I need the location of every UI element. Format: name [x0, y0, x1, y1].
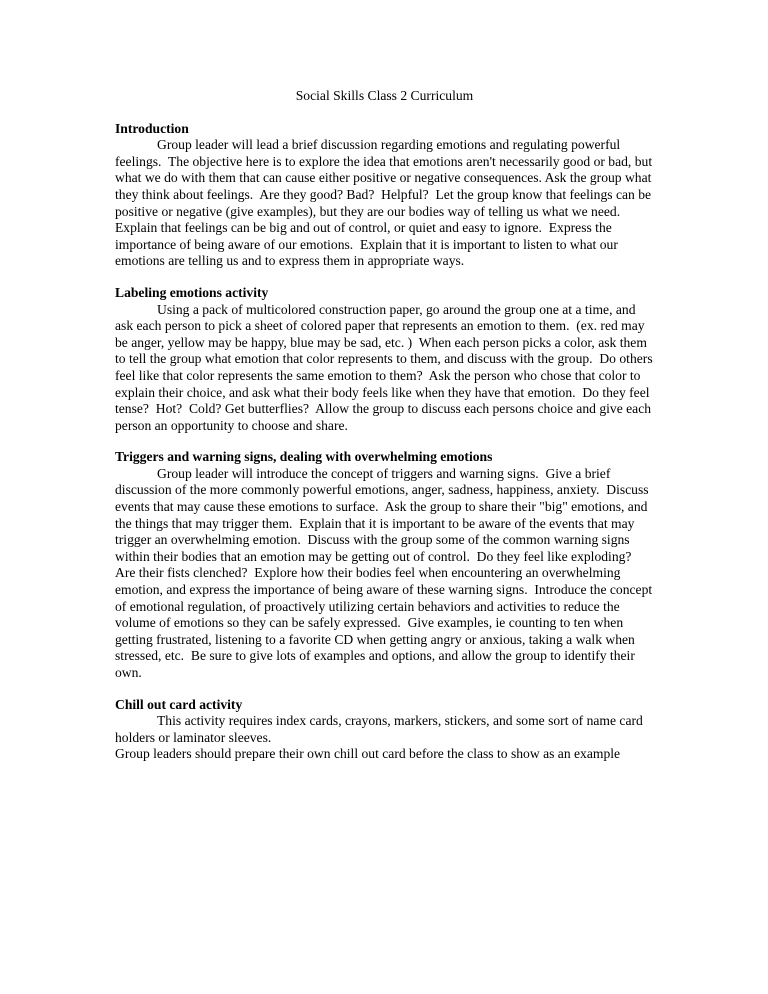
- section-chill-out-card-activity: [115, 697, 654, 763]
- section-heading-triggers-warning-signs: Triggers and warning signs, dealing with overwhelming emotions: [115, 449, 493, 465]
- paragraph-chill-out-card-leader-note: Group leaders should prepare their own chill out card before the class to show as an example: [115, 746, 621, 762]
- paragraph-introduction: Group leader will lead a brief discussion regarding emotions and regulating powerful feelings. The objective here is to explore the idea that emotions aren't necessarily good or bad, but what we do with them that can cause either positive or negative consequences. Ask the group what they think about feelings. Are they good? Bad? Helpful? Let the group know that feelings can be positive or negative (give examples), but they are our bodies way of telling us what we need. Explain that feelings can be big and out of control, or quiet and easy to ignore. Express the importance of being aware of our emotions. Explain that it is important to listen to what our emotions are telling us and to express them in appropriate ways.: [115, 137, 656, 269]
- section-triggers-warning-signs: [115, 449, 654, 681]
- section-heading-labeling-emotions: Labeling emotions activity: [115, 284, 269, 300]
- section-introduction: [115, 121, 654, 270]
- paragraph-labeling-emotions: Using a pack of multicolored construction paper, go around the group one at a time, and ask each person to pick a sheet of colored paper that represents an emotion to them. (ex. red may be anger, yellow may be happy, blue may be sad, etc. ) When each person picks a color, ask them to tell the group what emotion that color represents to them, and discuss with the group. Do others feel like that color represents the same emotion to them? Ask the person who chose that color to explain their choice, and ask what their body feels like when they have that emotion. Do they feel tense? Hot? Cold? Get butterflies? Allow the group to discuss each persons choice and give each person an opportunity to choose and share.: [115, 301, 657, 433]
- paragraph-chill-out-card-materials: This activity requires index cards, crayons, markers, stickers, and some sort of name card holders or laminator sleeves.: [115, 713, 647, 745]
- document-title: Social Skills Class 2 Curriculum: [295, 88, 474, 103]
- section-labeling-emotions-activity: [115, 284, 657, 434]
- section-heading-introduction: Introduction: [115, 120, 189, 136]
- paragraph-triggers-warning-signs: Group leader will introduce the concept of triggers and warning signs. Give a brief discussion of the more commonly powerful emotions, anger, sadness, happiness, anxiety. Discuss events that may cause these emotions to surface. Ask the group to share their "big" emotions, and the things that may trigger them. Explain that it is important to be aware of the events that may trigger an overwhelming emotion. Discuss with the group some of the common warning signs within their bodies that an emotion may be getting out of control. Do they feel like exploding? Are their fists clenched? Explore how their bodies feel when encountering an overwhelming emotion, and express the importance of being aware of these warning signs. Introduce the concept of emotional regulation, of proactively utilizing certain behaviors and activities to reduce the volume of emotions so they can be safely expressed. Give examples, ie counting to ten when getting frustrated, listening to a favorite CD when getting angry or anxious, taking a walk when stressed, etc. Be sure to give lots of examples and options, and allow the group to identify their own.: [115, 465, 656, 680]
- section-heading-chill-out-card: Chill out card activity: [115, 696, 243, 712]
